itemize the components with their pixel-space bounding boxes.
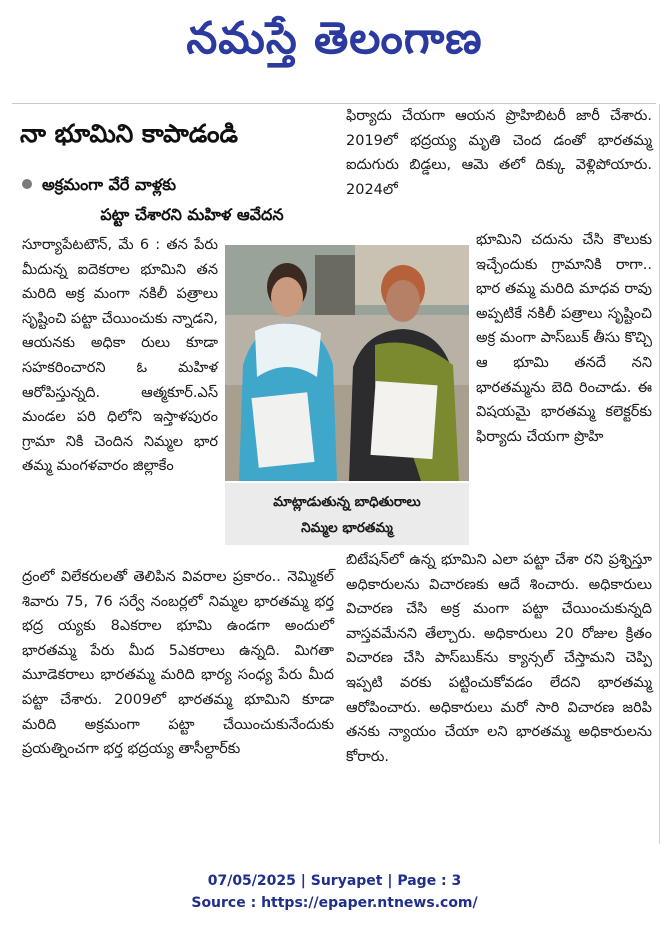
photo-illustration — [225, 245, 469, 481]
article-photo — [225, 245, 469, 481]
newspaper-logo: నమస్తే తెలంగాణ — [186, 13, 483, 64]
footer-source: Source : https://epaper.ntnews.com/ — [191, 895, 478, 911]
article-subhead — [22, 170, 352, 230]
article-column-right-narrow: భూమిని చదును చేసి కౌలుకు ఇచ్చేందుకు గ్రామానికి రాగా.. భార తమ్మ మరిది మాధవ రావు అప్పటికే నకిలీ పత్రాలు సృష్టించి అక్ర మంగా పాస్‌బుక్ తీసు కొచ్చి ఆ భూమి తనదే నని భారతమ్మను బెది రించాడు. ఈ విషయమై భారతమ్మ కలెక్టర్‌కు ఫిర్యాదు చేయగా ప్రొహి — [476, 232, 652, 445]
subhead-line-1: అక్రమంగా వేరే వాళ్లకు — [42, 175, 177, 194]
caption-line-1: మాట్లాడుతున్న బాధితురాలు — [273, 494, 421, 510]
masthead — [0, 0, 669, 88]
photo-caption — [225, 483, 469, 545]
subhead-line-2: పట్టా చేశారని మహిళ ఆవేదన — [100, 205, 284, 224]
footer — [0, 870, 669, 914]
article-column-right-wide: బిటేషన్‌లో ఉన్న భూమిని ఎలా పట్టా చేశా రని ప్రశ్నిస్తూ అధికారులను విచారణకు ఆదే శించారు. అధికారులు విచారణ చేసి అక్ర మంగా పట్టా చేయించుకున్నది వాస్తవమేనని తేల్చారు. అధికారులు 20 రోజుల క్రితం విచారణ చేసి పాస్‌బుక్‌ను క్యాన్సల్ చేస్తామని చెప్పి ఇప్పటి వరకు పట్టించుకోవడం లేదని భారతమ్మ ఆరోపించారు. అధికారులు మరో సారి విచారణ జరిపి తనకు న్యాయం చేయా లని భారతమ్మ అధికారులను కోరారు. — [346, 552, 652, 765]
article-column-left-wide: ద్రంలో విలేకరులతో తెలిపిన వివరాల ప్రకారం.. నెమ్మికల్ శివారు 75, 76 సర్వే నంబర్లలో నిమ్మల భారతమ్మ భర్త భద్ర య్యకు 8ఎకరాల భూమి ఉండగా అందులో భారతమ్మ పేరు మీద 5ఎకరాలు ఉన్నది. మిగతా మూడెకరాలు భారతమ్మ మరిది భార్య సంధ్య పేరు మీద పట్టా చేశారు. 2009లో భారతమ్మ భూమిని కూడా మరిది అక్రమంగా పట్టా చేయించుకునేందుకు ప్రయత్నించగా భర్త భద్రయ్య తాసీల్దార్‌కు — [22, 569, 334, 758]
footer-date-page: 07/05/2025 | Suryapet | Page : 3 — [207, 873, 462, 889]
article-headline: నా భూమిని కాపాడండి — [20, 119, 239, 148]
article-column-right-top: ఫిర్యాదు చేయగా ఆయన ప్రొహిబిటరీ జారీ చేశారు. 2019లో భద్రయ్య మృతి చెంద డంతో భారతమ్మ ఐదుగురు బిడ్డలు, ఆమె తలో దిక్కు వెళ్లిపోయారు. 2024లో — [346, 108, 652, 198]
caption-line-2: నిమ్మల భారతమ్మ — [301, 520, 393, 536]
bullet-icon — [22, 179, 32, 189]
article-column-left: సూర్యాపేటటౌన్, మే 6 : తన పేరు మీదున్న ఐదెకరాల భూమిని తన మరిది అక్ర మంగా నకిలీ పత్రాలు సృష్టించి పట్టా చేయించుకు న్నాడని, ఆయనకు అధికా రులు కూడా సహకరించారని ఓ మహిళ ఆరోపిస్తున్నది. ఆత్మకూర్.ఎస్ మండల పరి ధిలోని ఇస్తాళపురం గ్రామా నికి చెందిన నిమ్మల భార తమ్మ మంగళవారం జిల్లాకేం — [22, 237, 218, 475]
